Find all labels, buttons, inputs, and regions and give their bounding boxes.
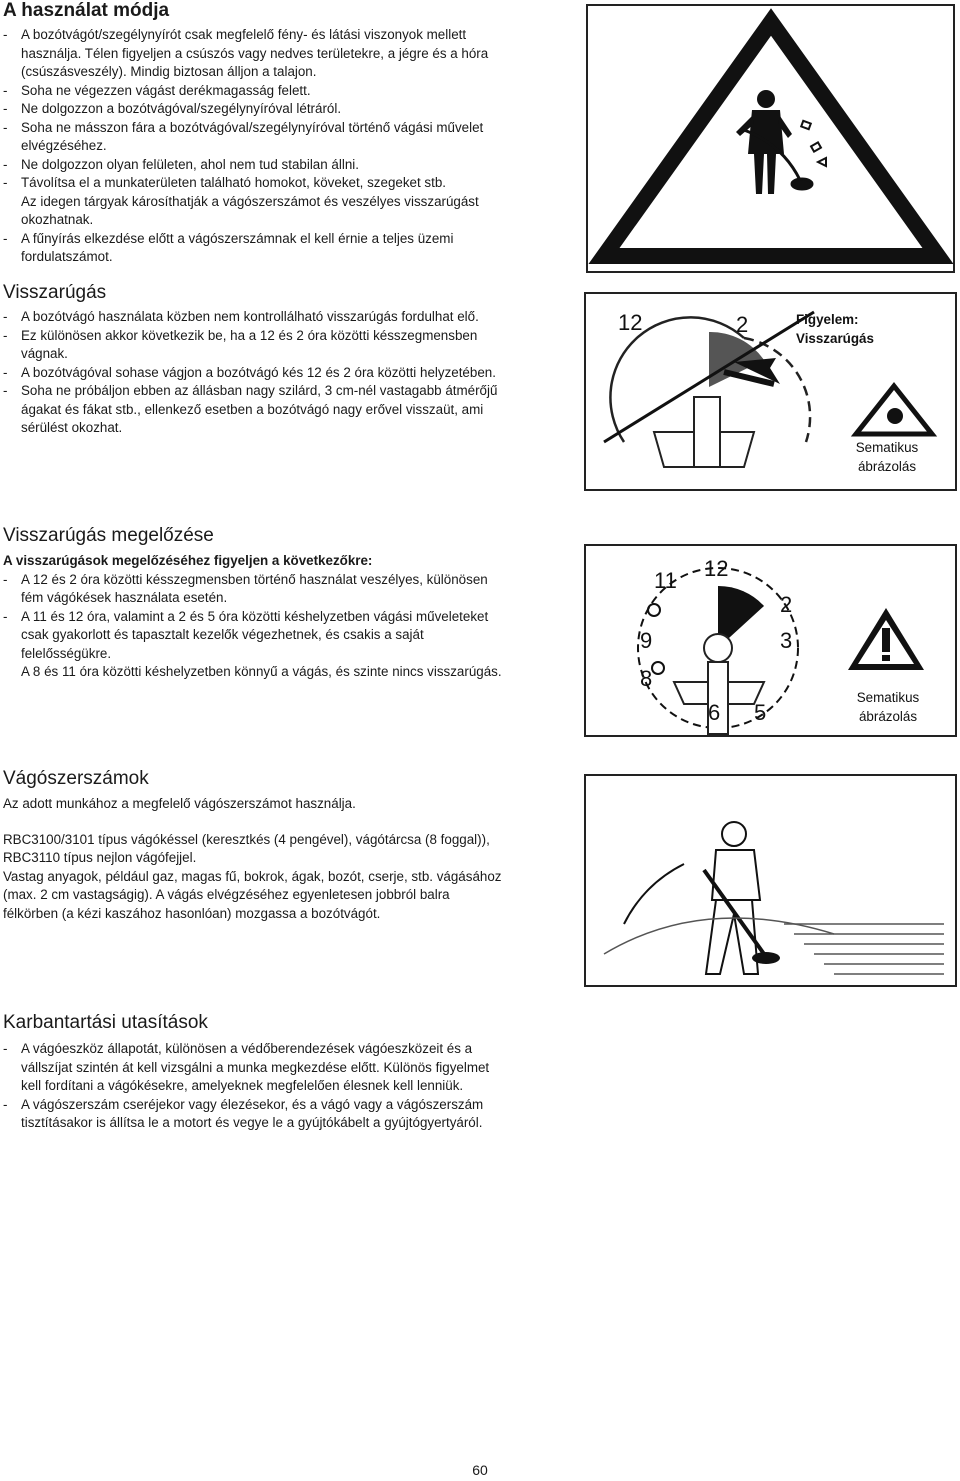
list-item: - A bozótvágót/szegélynyírót csak megfelelő fény- és látási viszonyok mellett használja. Télen figyeljen a csúszós vagy nedves területekre, a jégre és a hóra (csúszásveszély). Mindig biztosan álljon a talajon.	[3, 27, 489, 79]
list-item: - A bozótvágóval sohase vágjon a bozótvágó kés 12 és 2 óra közötti helyzetében.	[3, 364, 496, 380]
clock-number-2: 2	[780, 592, 793, 617]
section-title-maintenance: Karbantartási utasítások	[3, 1012, 208, 1033]
section-title-cutting-tools: Vágószerszámok	[3, 768, 149, 789]
kickback-symbol-icon	[887, 408, 903, 424]
list-item: - A 11 és 12 óra, valamint a 2 és 5 óra közötti késhelyzetben vágási műveleteket csak gyakorlott és tapasztalt kezelők végezhetnek, és csakis a saját felelősségükre. A 8 és 11 óra közötti késhelyzetben könnyű a vágás, és szinte nincs visszarúgás.	[3, 608, 502, 679]
list-item: - Ne dolgozzon a bozótvágóval/szegélynyíróval létráról.	[3, 101, 342, 116]
maintenance-list	[3, 1040, 583, 1133]
prevention-lead: A visszarúgások megelőzéséhez figyeljen a következőkre:	[3, 553, 373, 568]
clock-number-3: 3	[780, 628, 793, 653]
kickback-figure	[584, 292, 958, 492]
clock-number-6: 6	[708, 700, 721, 725]
kickback-list	[3, 308, 583, 438]
prevention-list	[3, 552, 583, 682]
list-item: - A bozótvágó használata közben nem kontrollálható visszarúgás fordulhat elő.	[3, 309, 479, 324]
caption-line2: ábrázolás	[857, 459, 917, 474]
clock-positions-figure	[584, 544, 958, 738]
page-number: 60	[472, 1462, 488, 1478]
clock-number-12: 12	[704, 556, 729, 581]
list-item: - A vágószerszám cseréjekor vagy élezésekor, és a vágó vagy a vágószerszám tisztításakor is állítsa le a motort és vegye le a gyújtókábelt a gyújtógyertyáról.	[3, 1096, 484, 1130]
list-item: - Ne dolgozzon olyan felületen, ahol nem tud stabilan állni.	[3, 156, 359, 172]
warning-triangle-figure	[586, 4, 956, 274]
list-item: - Soha ne másszon fára a bozótvágóval/szegélynyíróval történő vágási művelet elvégzéséhez.	[3, 119, 484, 153]
clock-number-5: 5	[754, 700, 767, 725]
section-title-kickback-prevention: Visszarúgás megelőzése	[3, 525, 214, 546]
list-item: - A vágóeszköz állapotát, különösen a védőberendezések vágóeszközeit és a vállszíjat szintén át kell vizsgálni a munka megkezdése előtt. Különös figyelmet kell fordítani a vágókésekre, amelyeknek megfelelően élesnek kell lenniük.	[3, 1041, 490, 1093]
trimmer-head-icon	[752, 952, 780, 964]
clock-number-11: 11	[654, 568, 677, 593]
warning-label-line2: Visszarúgás	[796, 331, 874, 346]
exclamation-bar	[882, 628, 890, 652]
clock-number-2: 2	[736, 312, 749, 337]
exclamation-dot	[882, 655, 890, 661]
list-item: - A 12 és 2 óra közötti késszegmensben történő használat veszélyes, különösen fém vágókések használata esetén.	[3, 571, 488, 605]
clock-number-12: 12	[618, 310, 643, 335]
paragraph: RBC3100/3101 típus vágókéssel (keresztkés (4 pengével), vágótárcsa (8 foggal)), RBC3110 típus nejlon vágófejjel. Vastag anyagok, például gaz, magas fű, bokrok, ágak, bozót, cserje, stb. vágásához (max. 2 cm vastagságig). A vágás elvégzéséhez egyenletesen jobbról balra félkörben (a kézi kaszához hasonlóan) mozgassa a bozótvágót.	[3, 831, 502, 921]
section-title-kickback: Visszarúgás	[3, 282, 107, 303]
caption-line1: Sematikus	[855, 440, 919, 455]
list-item: - Soha ne végezzen vágást derékmagasság felett.	[3, 82, 311, 98]
list-item: - A fűnyírás elkezdése előtt a vágószerszámnak el kell érnie a teljes üzemi fordulatszámot.	[3, 230, 454, 264]
clock-number-8: 8	[640, 666, 653, 691]
clock-number-9: 9	[640, 628, 653, 653]
list-item: - Ez különösen akkor következik be, ha a 12 és 2 óra közötti késszegmensben vágnak.	[3, 327, 478, 361]
operator-illustration	[584, 774, 958, 988]
warning-label-line1: Figyelem:	[796, 312, 859, 327]
list-item: - Távolítsa el a munkaterületen található homokot, köveket, szegeket stb. Az idegen tárgyak károsíthatják a vágószerszámot és veszélyes visszarúgást okozhatnak.	[3, 175, 479, 227]
usage-list	[3, 26, 563, 267]
caption-line1: Sematikus	[856, 690, 920, 705]
list-item: - Soha ne próbáljon ebben az állásban nagy szilárd, 3 cm-nél vastagabb átmérőjű ágakat és fákat stb., ellenkező esetben a bozótvágó nagy erővel visszaüt, ami sérülést okozhat.	[3, 383, 498, 435]
caption-line2: ábrázolás	[858, 709, 918, 724]
section-title-usage: A használat módja	[3, 0, 170, 21]
paragraph: Az adott munkához a megfelelő vágószerszámot használja.	[3, 796, 356, 811]
cutting-tools-text	[3, 795, 578, 923]
